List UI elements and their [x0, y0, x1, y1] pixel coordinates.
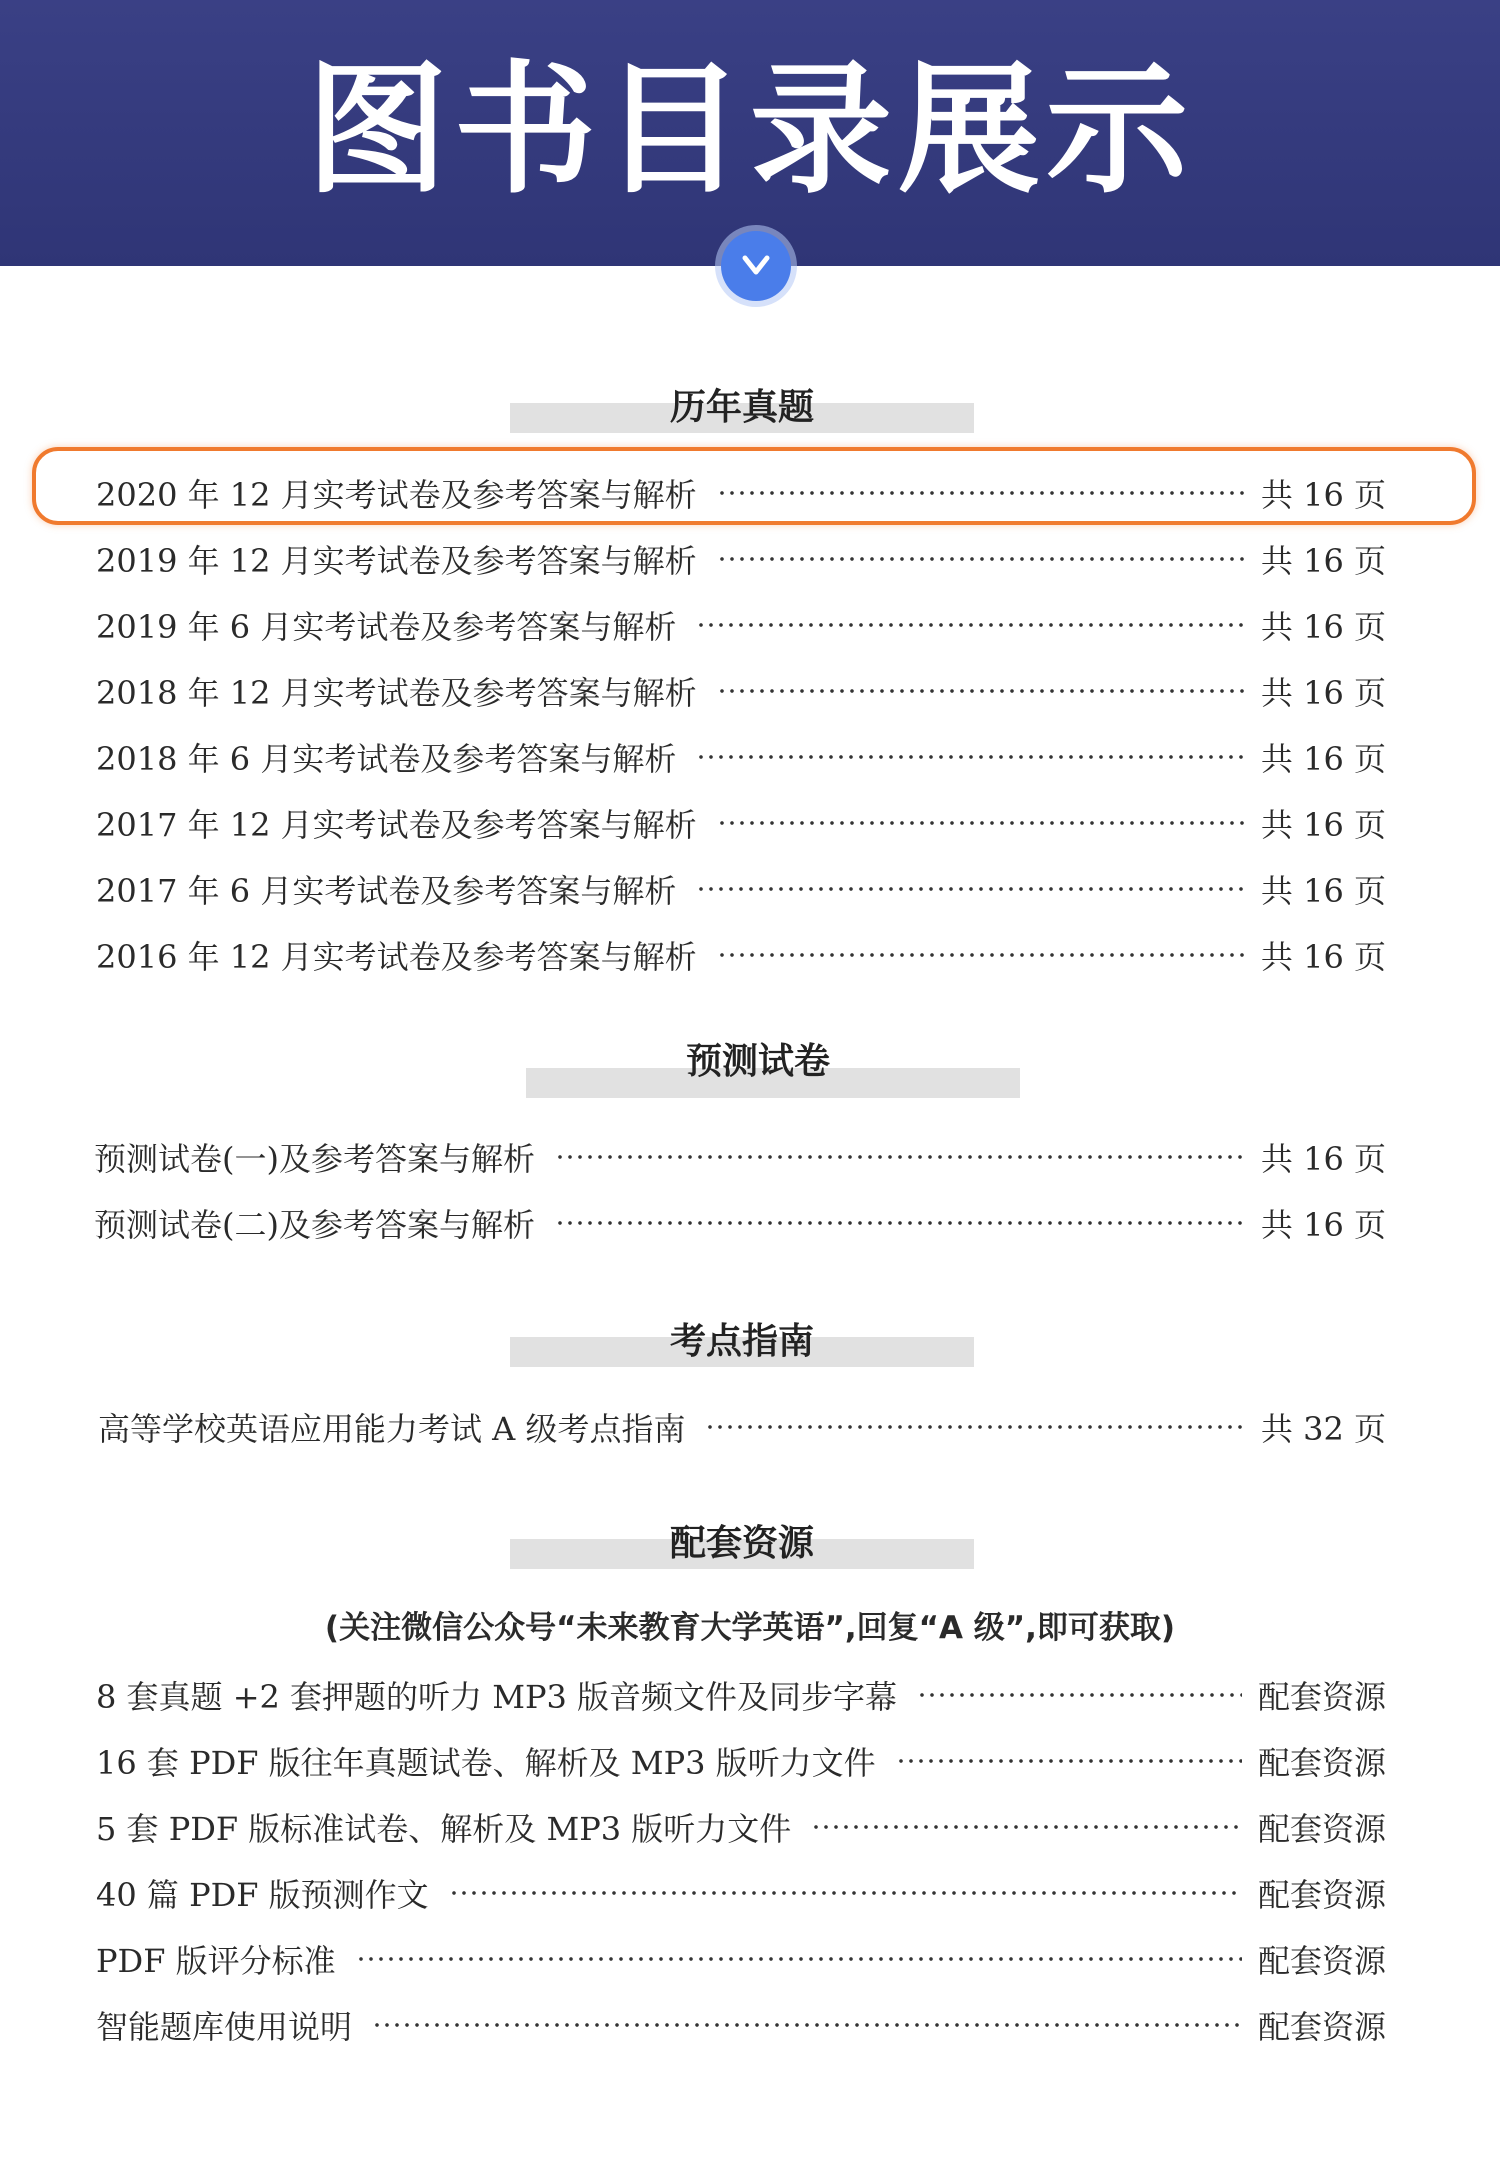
resource-row[interactable] [96, 1736, 1386, 1786]
resource-row[interactable] [96, 1934, 1386, 1984]
page-title: 图书目录展示 [306, 48, 1194, 213]
toc-entry-pages: 共 16 页 [1260, 740, 1386, 778]
toc-entry-title: 预测试卷(一)及参考答案与解析 [94, 1140, 535, 1178]
toc-row[interactable] [96, 534, 1386, 584]
toc-entry-pages: 共 32 页 [1260, 1410, 1386, 1448]
dot-leader [372, 2022, 1242, 2028]
resource-row[interactable] [96, 2000, 1386, 2050]
dot-leader [705, 1424, 1244, 1430]
toc-row[interactable] [98, 1402, 1386, 1452]
toc-row[interactable] [96, 600, 1386, 650]
dot-leader [917, 1692, 1242, 1698]
toc-row[interactable] [96, 732, 1386, 782]
chevron-down-icon [741, 253, 771, 279]
wechat-notice: (关注微信公众号“未来教育大学英语”,回复“A 级”,即可获取) [324, 1610, 1176, 1646]
resource-tag: 配套资源 [1257, 1744, 1386, 1782]
dot-leader [356, 1956, 1242, 1962]
resource-tag: 配套资源 [1257, 1678, 1386, 1716]
resource-title: 智能题库使用说明 [96, 2008, 353, 2046]
toc-entry-title: 预测试卷(二)及参考答案与解析 [94, 1206, 535, 1244]
section-title: 考点指南 [669, 1321, 814, 1362]
toc-row[interactable] [94, 1132, 1386, 1182]
resource-title: 5 套 PDF 版标准试卷、解析及 MP3 版听力文件 [96, 1810, 792, 1848]
toc-entry-pages: 共 16 页 [1260, 608, 1386, 646]
dot-leader [555, 1154, 1245, 1160]
resource-title: 16 套 PDF 版往年真题试卷、解析及 MP3 版听力文件 [96, 1744, 876, 1782]
resource-row[interactable] [96, 1670, 1386, 1720]
dot-leader [696, 754, 1245, 760]
toc-entry-title: 2017 年 12 月实考试卷及参考答案与解析 [96, 806, 697, 844]
section-title: 配套资源 [669, 1523, 814, 1564]
toc-entry-title: 2018 年 12 月实考试卷及参考答案与解析 [96, 674, 697, 712]
toc-entry-title: 2019 年 12 月实考试卷及参考答案与解析 [96, 542, 697, 580]
toc-entry-pages: 共 16 页 [1260, 542, 1386, 580]
toc-entry-title: 2019 年 6 月实考试卷及参考答案与解析 [96, 608, 677, 646]
resource-row[interactable] [96, 1868, 1386, 1918]
dot-leader [811, 1824, 1242, 1830]
dot-leader [717, 490, 1245, 496]
resource-title: PDF 版评分标准 [96, 1942, 336, 1980]
toc-entry-pages: 共 16 页 [1260, 476, 1386, 514]
toc-row[interactable] [94, 1198, 1386, 1248]
toc-entry-title: 高等学校英语应用能力考试 A 级考点指南 [98, 1410, 686, 1448]
toc-entry-title: 2017 年 6 月实考试卷及参考答案与解析 [96, 872, 677, 910]
toc-entry-title: 2018 年 6 月实考试卷及参考答案与解析 [96, 740, 677, 778]
toc-entry-pages: 共 16 页 [1260, 938, 1386, 976]
dot-leader [717, 688, 1245, 694]
section-title: 预测试卷 [685, 1041, 830, 1082]
toc-entry-pages: 共 16 页 [1260, 674, 1386, 712]
toc-row[interactable] [96, 798, 1386, 848]
dot-leader [696, 622, 1245, 628]
dot-leader [896, 1758, 1242, 1764]
scroll-down-button[interactable] [721, 231, 791, 301]
toc-entry-title: 2020 年 12 月实考试卷及参考答案与解析 [96, 476, 697, 514]
section-header-mock-exams [0, 1040, 1500, 1090]
dot-leader [696, 886, 1245, 892]
section-title: 历年真题 [669, 387, 814, 428]
header-banner [0, 0, 1500, 266]
resource-title: 8 套真题 +2 套押题的听力 MP3 版音频文件及同步字幕 [96, 1678, 898, 1716]
dot-leader [717, 952, 1245, 958]
resource-tag: 配套资源 [1257, 1810, 1386, 1848]
toc-entry-pages: 共 16 页 [1260, 872, 1386, 910]
toc-entry-pages: 共 16 页 [1260, 1206, 1386, 1244]
dot-leader [555, 1220, 1245, 1226]
resource-tag: 配套资源 [1257, 1876, 1386, 1914]
dot-leader [717, 556, 1245, 562]
resource-tag: 配套资源 [1257, 2008, 1386, 2046]
dot-leader [449, 1890, 1242, 1896]
resource-tag: 配套资源 [1257, 1942, 1386, 1980]
toc-row[interactable] [96, 930, 1386, 980]
resource-row[interactable] [96, 1802, 1386, 1852]
toc-entry-title: 2016 年 12 月实考试卷及参考答案与解析 [96, 938, 697, 976]
toc-entry-pages: 共 16 页 [1260, 806, 1386, 844]
section-header-guide [0, 1320, 1500, 1370]
dot-leader [717, 820, 1245, 826]
toc-row[interactable] [96, 468, 1386, 518]
toc-row[interactable] [96, 666, 1386, 716]
section-header-past-exams [0, 386, 1500, 436]
toc-entry-pages: 共 16 页 [1260, 1140, 1386, 1178]
resource-title: 40 篇 PDF 版预测作文 [96, 1876, 429, 1914]
section-header-resources [0, 1522, 1500, 1572]
toc-row[interactable] [96, 864, 1386, 914]
